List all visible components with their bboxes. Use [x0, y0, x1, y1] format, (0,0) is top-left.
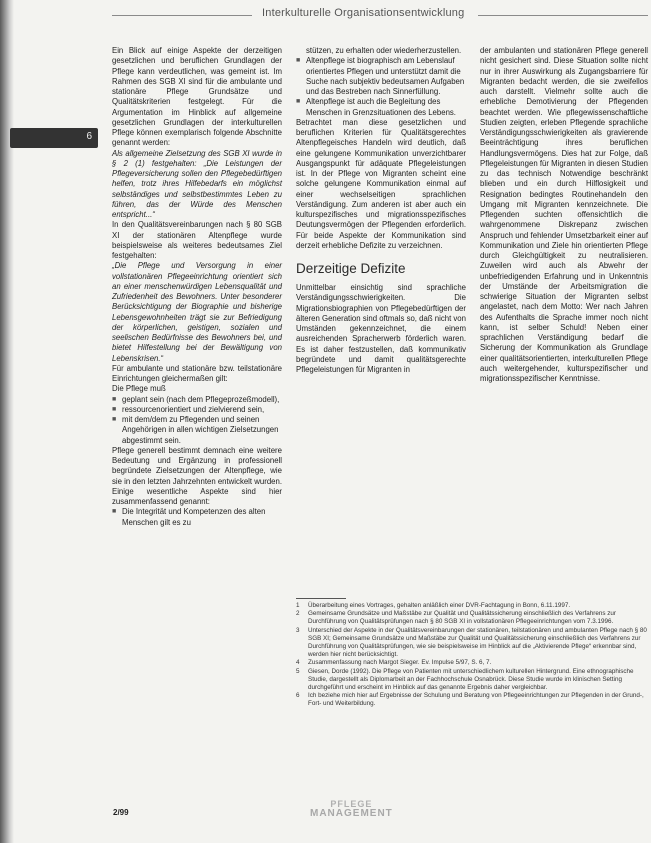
- altenpflege-aspects-list: [296, 56, 466, 118]
- footnote: [296, 627, 648, 660]
- footnote-number: 4: [296, 659, 300, 667]
- footnotes: [296, 602, 648, 709]
- section-heading: Derzeitige Defizite: [296, 261, 406, 276]
- pflege-requirements-list: [112, 395, 282, 446]
- text-column-2: [296, 46, 466, 375]
- chapter-tab-number: 6: [86, 131, 92, 142]
- chapter-tab: [10, 128, 98, 148]
- paragraph-pflege-migranten: der ambulanten und stationären Pflege generell nicht gesichert sind. Diese Situation sollte nicht nur in ihrer Auswirkung als Zugangsbarriere für Migranten bedacht werden, die sie zweifellos auch darstellt. Vielmehr sollte auch die erhebliche Demotivierung der Pflegenden beachtet werden. Wie pflegewissenschaftliche Studien zeigten, erleben Pflegende sprachliche Verständigungsschwierigkeiten als gravierende Beeinträchtigung ihres beruflichen Handlungsvermögens. Dies hat zur Folge, daß Pflegeleistungen für Migranten in diesen Studien zu das technisch Notwendige beschränkt blieben und ein durch Hilflosigkeit und Resignation bedingtes Routinehandeln den Umgang mit Migranten kennzeichnete. Die Pflegenden suchten offensichtlich die wahrgenommene Diskrepanz zwischen Anspruch und fehlender Umsetzbarkeit einer auf Kommunikation und Ziele hin orientierten Pflege durch Gleichgültigkeit zu neutralisieren. Zuweilen wird auch als Abwehr der unbefriedigenden Erfahrung und in Unkenntnis der Umstände der Arbeitsmigration die schwierige Situation der Migranten selbst angelastet, nach dem Motto: Wer nach Jahren des Aufenthalts die Sprache immer noch nicht kann, ist selber Schuld! Neben einer sprachlichen Verständigung bedarf die Sicherung der Kommunikation als Grundlage einer qualitätsorientierten, interkulturellen Pflege auch weitergehender, kulturspezifischer und migrationsspezifischer Kenntnisse.: [480, 46, 648, 383]
- footnote: [296, 668, 648, 693]
- paragraph-einrichtungen: Für ambulante und stationäre bzw. teilstationäre Einrichtungen gleichermaßen gilt:: [112, 363, 282, 383]
- running-head: Interkulturelle Organisationsentwicklung: [262, 7, 465, 19]
- footnote-number: 5: [296, 667, 300, 675]
- list-item: ■ geplant sein (nach dem Pflegeprozeßmodell),: [112, 395, 282, 405]
- magazine-logo: [310, 800, 393, 818]
- footnote-rule: [296, 598, 346, 599]
- list-item: ■ mit dem/dem zu Pflegenden und seinen Angehörigen in allen wichtigen Zielsetzungen abgestimmt sein.: [112, 415, 282, 446]
- text-column-3: [480, 46, 648, 384]
- altenpflege-aspects-list-start: [112, 507, 282, 528]
- scan-edge-shadow: [0, 0, 14, 843]
- list-item-continuation: stützen, zu erhalten oder wiederherzustellen.: [306, 46, 462, 55]
- text-column-1: [112, 46, 282, 528]
- logo-line-2: MANAGEMENT: [310, 808, 393, 819]
- footnote-number: 6: [296, 692, 300, 700]
- paragraph-defizite: Unmittelbar einsichtig sind sprachliche Verständigungsschwierigkeiten. Die Migrationsbiographien von Pflegebedürftigen der älteren Generation sind oftmals so, daß nicht von Umständen gekennzeichnet, die einem ausreichenden Spracherwerb förderlich waren. Es ist daher festzustellen, daß kommunikativ begründete und damit qualitätsgerechte Pflegeleistungen für Migranten in: [296, 283, 466, 374]
- footnote-text: Giesen, Dorde (1992). Die Pflege von Patienten mit unterschiedlichem kulturellen Hintergrund. Eine ethnographische Studie, dargestellt als Diplomarbeit an der Fachhochschule Osnabrück. Diese Studie wurde im klinischen Setting durchgeführt und erscheint im Hinblick auf das genannte Ergebnis daher vergleichbar.: [308, 667, 634, 692]
- footnote-number: 3: [296, 626, 300, 634]
- footnote-text: Unterschied der Aspekte in der Qualitätsvereinbarungen der stationären, teilstationären und ambulanten Pflege nach § 80 SGB XI; Gemeinsame Grundsätze und Maßstäbe zur Qualität und Qualitätssicherung einschließlich des Verfahrens zur Durchführung von Qualitätsprüfungen, wie sie beispielsweise im Hinblick auf die „Aktivierende Pflege“ erkennbar sind, werden hier nicht berücksichtigt.: [308, 626, 647, 659]
- footnote-text: Überarbeitung eines Vortrages, gehalten anläßlich einer DVR-Fachtagung in Bonn, 6.11.1997.: [308, 602, 571, 609]
- footnote: [296, 659, 648, 667]
- footnote: [296, 602, 648, 610]
- footnote-text: Zusammenfassung nach Margot Sieger. Ev. Impulse 5/97, S. 6, 7.: [308, 659, 492, 667]
- footnote-number: 1: [296, 602, 300, 609]
- intro-paragraph: Ein Blick auf einige Aspekte der derzeitigen gesetzlichen und beruflichen Grundlagen der Pflege kann verdeutlichen, was gemeint ist. Im Rahmen des SGB XI sind für die ambulante und stationäre Pflege Grundsätze und Qualitätskriterien festgelegt. Für die Argumentation im Hinblick auf allgemeine gesetzlichen Grundlagen der interkulturellen Pflege können exemplarisch folgende Abschnitte genannt werden:: [112, 46, 282, 148]
- paragraph-qualitaetsvereinbarung: In den Qualitätsvereinbarungen nach § 80 SGB XI der stationären Altenpflege wurde beispielsweise als weiteres bedeutsames Ziel festgehalten:: [112, 220, 282, 260]
- list-item: ■ Altenpflege ist biographisch am Lebenslauf orientiertes Pflegen und unterstützt damit die Suche nach subjektiv bedeutsamen Aufgaben und das Bestreben nach Sinnerfüllung.: [296, 56, 466, 97]
- list-item: ■ Altenpflege ist auch die Begleitung des Menschen in Grenzsituationen des Lebens.: [296, 97, 466, 118]
- list-item: ■ ressourcenorientiert und zielvierend sein,: [112, 405, 282, 415]
- page-number: 2/99: [113, 808, 129, 817]
- footnote: [296, 610, 648, 626]
- footnote-number: 2: [296, 610, 300, 618]
- header-rule-right: [478, 15, 648, 16]
- paragraph-kommunikation: Betrachtet man diese gesetzlichen und beruflichen Kriterien für Qualitätsgerechtes Altenpflegeisches Handeln wird deutlich, daß eine gelungene Kommunikation unverzichtbarer Ausgangspunkt für adäquate Pflegeleistungen ist. In der Pflege von Migranten scheint eine solche gelungene Kommunikation einmal auf einer wechselseitigen sprachlichen Verständigung. Zum anderen ist aber auch ein kulturspezifisches und migrationsspezifisches Deutungsvermögen der Pflegenden erforderlich. Für beide Aspekte der Kommunikation sind derzeit erhebliche Defizite zu verzeichnen.: [296, 117, 466, 250]
- header-rule-left: [112, 15, 252, 16]
- logo-line-1: PFLEGE: [330, 799, 373, 809]
- list-item: ■ Die Integrität und Kompetenzen des alten Menschen gilt es zu: [112, 507, 282, 528]
- footnote-text: Ich beziehe mich hier auf Ergebnisse der Schulung und Beratung von Pflegeeinrichtungen zur Pflegenden in der Grund-, Fort- und Weiterbildung.: [308, 692, 644, 708]
- quote-sgb-xi: Als allgemeine Zielsetzung des SGB XI wurde in § 2 (1) festgehalten: „Die Leistungen der Pflegeversicherung sollen den Pflegebedürftigen helfen, trotz ihres Hilfebedarfs ein möglichst selbständiges und selbstbestimmtes Leben zu führen, das der Würde des Menschen entspricht...“: [112, 148, 282, 219]
- footnote-text: Gemeinsame Grundsätze und Maßstäbe zur Qualität und Qualitätssicherung einschließlich des Verfahrens zur Durchführung von Qualitätsprüfungen nach § 80 SGB XI in vollstationären Pflegeeinrichtungen vom 7.3.1996.: [308, 610, 617, 626]
- paragraph-zielsetzungen: Pflege generell bestimmt demnach eine weitere Bedeutung und Ergänzung in professionell begründete Zielsetzungen der Altenpflege, wie sie in den letzten Jahrzehnten entwickelt wurden. Einige wesentliche Aspekte sind hier zusammenfassend genannt:: [112, 445, 282, 506]
- list-intro: Die Pflege muß: [112, 384, 166, 394]
- quote-stationaere-pflege: „Die Pflege und Versorgung in einer vollstationären Pflegeeinrichtung orientiert sich an einer menschenwürdigen Lebensqualität und Zufriedenheit des Bewohners. Unter besonderer Berücksichtigung der Biographie und bisherige Lebensgewohnheiten trägt sie zur Befriedigung der körperlichen, geistigen, sozialen und seelischen Bedürfnisse des Bewohners bei, und bietet Hilfestellung bei der Bewältigung von Lebenskrisen.“: [112, 261, 282, 363]
- footnote: [296, 692, 648, 708]
